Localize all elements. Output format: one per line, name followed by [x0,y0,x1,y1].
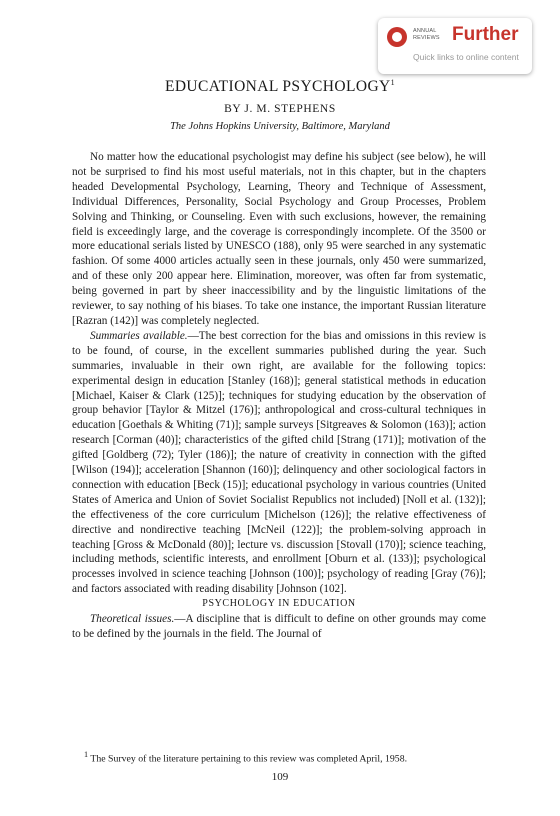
paragraph-2-lead: Summaries available. [90,329,188,342]
title-text: EDUCATIONAL PSYCHOLOGY [164,78,391,96]
badge-publisher-label: ANNUAL REVIEWS [413,28,440,41]
paragraph-3-lead: Theoretical issues. [90,613,175,626]
article-body [72,150,486,642]
footnote [72,750,486,764]
badge-subtitle: Quick links to online content [413,52,519,62]
article-title [0,78,560,96]
page-number: 109 [271,771,289,783]
footnote-text: The Survey of the literature pertaining to this review was completed April, 1958. [90,753,408,765]
paragraph-1: No matter how the educational psychologist may define his subject (see below), he will not be surprised to find his most useful materials, not in this chapter, but in the chapters headed Developmental Psychology, Learning, Theory and Technique of Assessment, Individual Differences, Personality, Social Psychology and Group Processes, Problem Solving and Thinking, or Counseling. Even with such exclusions, however, the remaining field is exceedingly large, and the coverage is correspondingly incomplete. Of the 3500 or more educational serials listed by UNESCO (188), only 95 were searched in any systematic fashion. Of some 4000 articles actually seen in these journals, only 450 were summarized, and of these only 200 appear here. Elimination, moreover, was often far from systematic, being governed in part by sheer inaccessibility and by the linguistic limitations of the reviewer, to say nothing of his biases. To take one instance, the important Russian literature [Razran (142)] was completely neglected. [72,151,486,327]
author-line: BY J. M. STEPHENS [224,103,336,115]
affiliation: The Johns Hopkins University, Baltimore, Maryland [170,121,390,132]
section-heading: PSYCHOLOGY IN EDUCATION [202,598,356,610]
paragraph-3-text: —A discipline that is difficult to define on other grounds may come to be defined by the journals in the field. The Journal of [72,613,486,640]
footnote-mark: 1 [84,750,89,759]
paragraph-2 [72,329,486,597]
paragraph-2-text: —The best correction for the bias and omissions in this review is to be found, of course, in the excellent summaries published during the year. Such summaries, invaluable in their own right, are available for the following topics: experimental design in education [Stanley (168)]; general statistical methods in education [Michael, Kaiser & Clark (125)]; techniques for studying education by the observation of group behavior [Taylor & Mitzel (176)]; anthropological and cross-cultural techniques in education [Goethals & Whiting (71)]; sample surveys [Sitgreaves & Solomon (163)]; action research [Corman (40)]; characteristics of the gifted child [Strang (171)]; motivation of the gifted [Goldberg (72); Tyler (186)]; the nature of creativity in connection with the gifted [Wilson (194)]; acceleration [Shannon (160)]; delinquency and other sociological factors in connection with education [Beck (15)]; educational psychology in various countries (United States of America and Union of Soviet Socialist Republics not included) [Noll et al. (132)]; the effectiveness of the core curriculum [Michelson (126)]; the relative effectiveness of directive and nondirective teaching [McNeil (122)]; the problem-solving approach in teaching [Gross & McDonald (80)]; lecture vs. discussion [Stovall (170)]; science teaching, including methods, scientific interests, and enrollment [Oburn et al. (133)]; psychological processes involved in science teaching [Johnson (100)]; psychology of reading [Gray (76)]; and factors associated with reading disability [Johnson (102]. [72,329,486,596]
title-footnote-mark: 1 [390,78,396,87]
annual-reviews-logo [387,27,407,47]
paragraph-3 [72,612,486,642]
further-badge-link[interactable] [378,18,532,74]
badge-further-label: Further [452,24,519,45]
